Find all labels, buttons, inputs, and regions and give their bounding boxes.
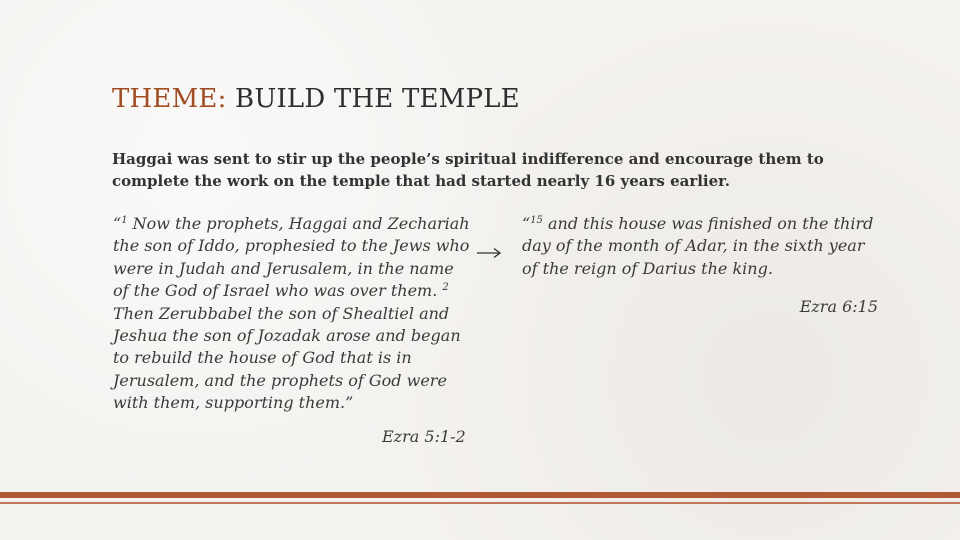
- right-quote: [522, 213, 882, 280]
- right-quote-reference: Ezra 6:15: [799, 297, 878, 316]
- title-accent: THEME:: [112, 84, 227, 114]
- right-quote-text: and this house was finished on the third day of the month of Adar, in the sixth year of the reign of Darius the king.: [522, 214, 874, 278]
- arrow-right-icon: [476, 246, 502, 260]
- left-quote-text-2: Then Zerubbabel the son of Shealtiel and Jeshua the son of Jozadak arose and began to rebuild the house of God that is in Jerusalem, and the prophets of God were with them, supporting them.”: [113, 303, 461, 413]
- slide-title: [112, 84, 520, 114]
- verse-number-1: 1: [121, 215, 128, 226]
- intro-paragraph: Haggai was sent to stir up the people’s spiritual indifference and encourage them to complete the work on the temple that had started nearly 16 years earlier.: [112, 150, 824, 190]
- title-main: BUILD THE TEMPLE: [235, 84, 520, 114]
- left-quote-open-mark: “: [113, 214, 122, 233]
- right-quote-open-mark: “: [522, 214, 531, 233]
- footer-accent-bar: [0, 492, 960, 498]
- verse-number-2: 2: [442, 282, 449, 294]
- footer-accent-line: [0, 502, 960, 504]
- left-quote-reference: Ezra 5:1-2: [382, 427, 466, 446]
- verse-number-15: 15: [530, 215, 543, 226]
- left-quote: [113, 213, 473, 415]
- left-quote-text-1: Now the prophets, Haggai and Zechariah the son of Iddo, prophesied to the Jews who were in Judah and Jerusalem, in the name of the God of Israel who was over them.: [113, 214, 470, 301]
